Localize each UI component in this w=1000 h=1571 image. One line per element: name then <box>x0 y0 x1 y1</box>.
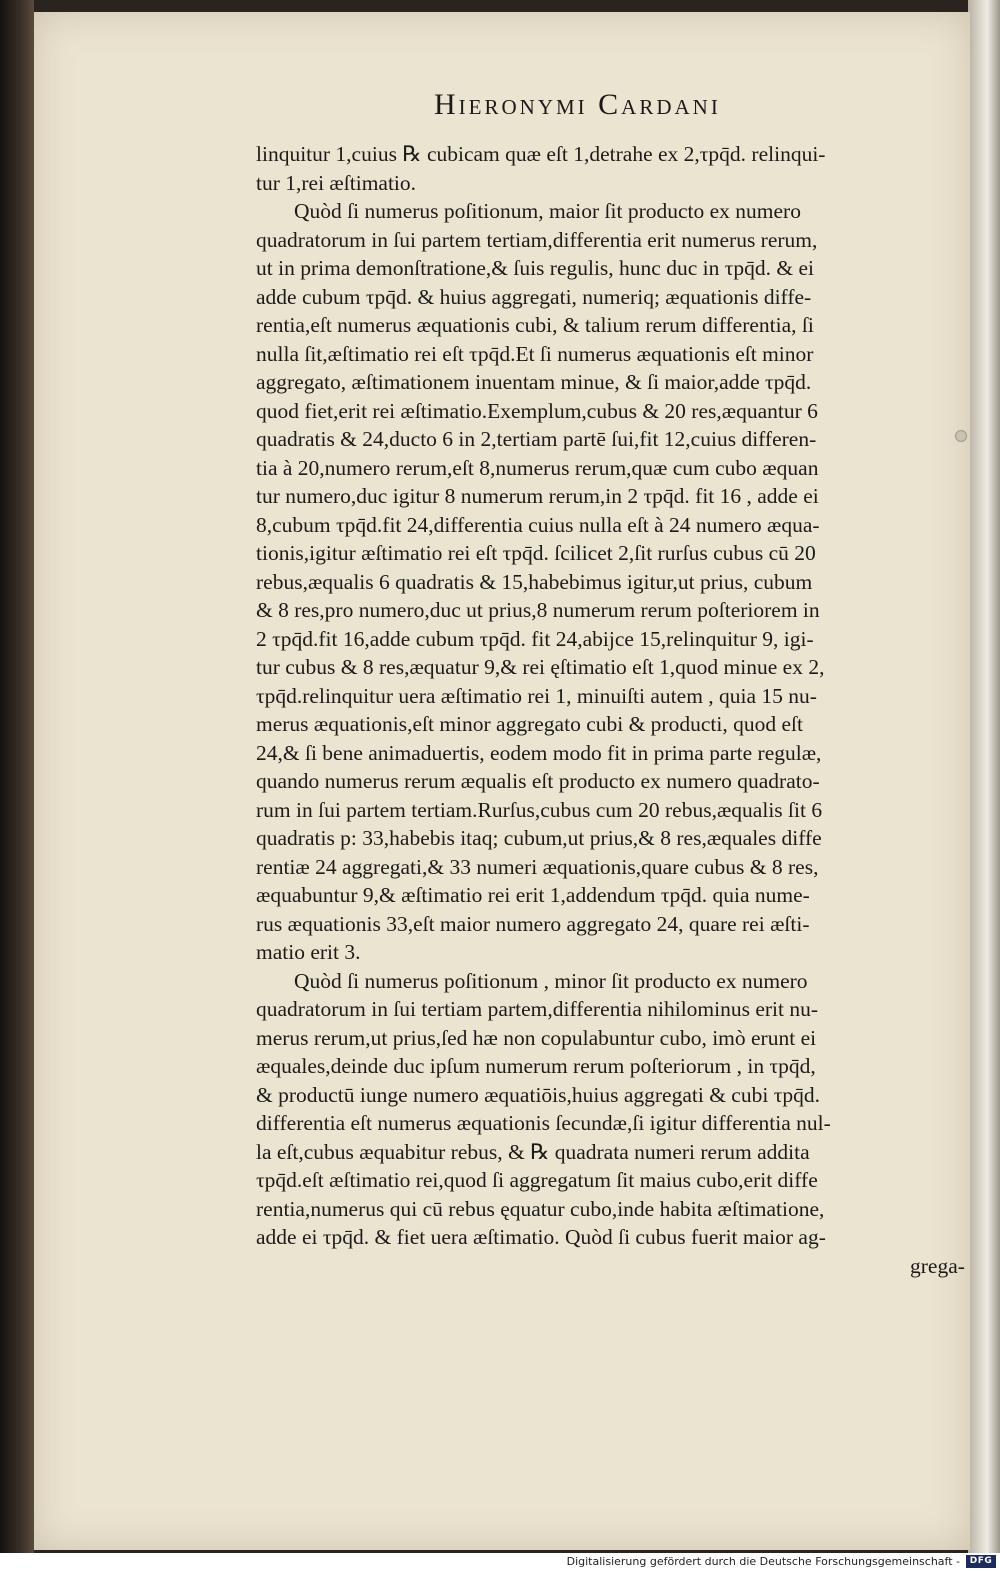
text-line: tur 1,rei æſtimatio. <box>256 170 417 195</box>
text-line: nulla ſit,æſtimatio rei eſt τpq̄d.Et ſi numerus æquationis eſt minor <box>256 341 814 366</box>
text-line: tionis,igitur æſtimatio rei eſt τpq̄d. ſcilicet 2,ſit rurſus cubus cū 20 <box>256 541 816 565</box>
book-page <box>34 12 970 1550</box>
text-line: rentiæ 24 aggregati,& 33 numeri æquationis,quare cubus & 8 res, <box>256 854 819 879</box>
text-line: τpq̄d.relinquitur uera æſtimatio rei 1, minuiſti autem , quia 15 nu- <box>256 683 817 708</box>
text-line: 24,& ſi bene animaduertis, eodem modo fit in prima parte regulæ, <box>256 740 822 765</box>
paragraph-first-line: Quòd ſi numerus poſitionum , minor ſit producto ex numero <box>294 968 808 993</box>
running-head: Hieronymi Cardani <box>434 88 721 121</box>
dfg-logo: DFG <box>966 1555 996 1568</box>
text-line: la eſt,cubus æquabitur rebus, & ℞ quadrata numeri rerum addita <box>256 1139 810 1164</box>
text-line: & 8 res,pro numero,duc ut prius,8 numerum rerum poſteriorem in <box>256 598 820 622</box>
text-line: 8,cubum τpq̄d.fit 24,differentia cuius nulla eſt à 24 numero æqua- <box>256 512 820 537</box>
text-line: tur numero,duc igitur 8 numerum rerum,in 2 τpq̄d. fit 16 , adde ei <box>256 484 819 508</box>
text-line: rentia,eſt numerus æquationis cubi, & talium rerum differentia, ſi <box>256 313 814 337</box>
text-line: merus æquationis,eſt minor aggregato cubi & producti, quod eſt <box>256 712 803 736</box>
text-line: merus rerum,ut prius,ſed hæ non copulabuntur cubo, imò erunt ei <box>256 1025 817 1050</box>
footer <box>0 1553 1000 1571</box>
text-line: 2 τpq̄d.fit 16,adde cubum τpq̄d. fit 24,abijce 15,relinquitur 9, igi- <box>256 626 814 651</box>
text-block <box>256 140 965 1280</box>
text-line: tia à 20,numero rerum,eſt 8,numerus rerum,quæ cum cubo æquan <box>256 455 819 480</box>
text-line: æquabuntur 9,& æſtimatio rei erit 1,addendum τpq̄d. quia nume- <box>256 883 810 907</box>
text-line: adde cubum τpq̄d. & huius aggregati, numeriq; æquationis diffe- <box>256 284 812 309</box>
text-line: linquitur 1,cuius ℞ cubicam quæ eſt 1,detrahe ex 2,τpq̄d. relinqui- <box>256 142 826 166</box>
text-line: τpq̄d.eſt æſtimatio rei,quod ſi aggregatum ſit maius cubo,erit diffe <box>256 1168 818 1192</box>
text-line: quando numerus rerum æqualis eſt producto ex numero quadrato- <box>256 769 820 793</box>
text-line: quadratis & 24,ducto 6 in 2,tertiam partē ſui,fit 12,cuius differen- <box>256 427 817 451</box>
text-line: matio erit 3. <box>256 940 361 964</box>
footer-credit: Digitalisierung gefördert durch die Deutsche Forschungsgemeinschaft - <box>566 1555 960 1568</box>
text-line: rus æquationis 33,eſt maior numero aggregato 24, quare rei æſti- <box>256 911 810 936</box>
text-line: adde ei τpq̄d. & fiet uera æſtimatio. Quòd ſi cubus fuerit maior ag- <box>256 1225 826 1249</box>
text-line: aggregato, æſtimationem inuentam minue, & ſi maior,adde τpq̄d. <box>256 370 812 394</box>
text-line: æquales,deinde duc ipſum numerum rerum poſteriorum , in τpq̄d, <box>256 1054 816 1078</box>
text-line: ut in prima demonſtratione,& ſuis regulis, hunc duc in τpq̄d. & ei <box>256 256 814 280</box>
book-left-edge <box>0 0 34 1553</box>
catchword: grega- <box>910 1253 965 1278</box>
text-line: rum in ſui partem tertiam.Rurſus,cubus cum 20 rebus,æqualis ſit 6 <box>256 797 823 822</box>
text-line: quadratorum in ſui tertiam partem,differentia nihilominus erit nu- <box>256 997 819 1021</box>
text-line: tur cubus & 8 res,æquatur 9,& rei ęſtimatio eſt 1,quod minue ex 2, <box>256 655 825 679</box>
text-line: rentia,numerus qui cū rebus ęquatur cubo,inde habita æſtimatione, <box>256 1196 825 1221</box>
text-line: quod fiet,erit rei æſtimatio.Exemplum,cubus & 20 res,æquantur 6 <box>256 398 818 423</box>
text-line: quadratis p: 33,habebis itaq; cubum,ut prius,& 8 res,æquales diffe <box>256 826 822 850</box>
paragraph-first-line: Quòd ſi numerus poſitionum, maior ſit producto ex numero <box>294 199 801 223</box>
margin-mark <box>955 430 967 442</box>
text-line: differentia eſt numerus æquationis ſecundæ,ſi igitur differentia nul- <box>256 1111 831 1135</box>
text-line: & productū iunge numero æquatiōis,huius aggregati & cubi τpq̄d. <box>256 1082 820 1107</box>
text-line: rebus,æqualis 6 quadratis & 15,habebimus igitur,ut prius, cubum <box>256 569 813 594</box>
text-line: quadratorum in ſui partem tertiam,differentia erit numerus rerum, <box>256 227 818 252</box>
book-right-edge <box>968 0 1000 1553</box>
